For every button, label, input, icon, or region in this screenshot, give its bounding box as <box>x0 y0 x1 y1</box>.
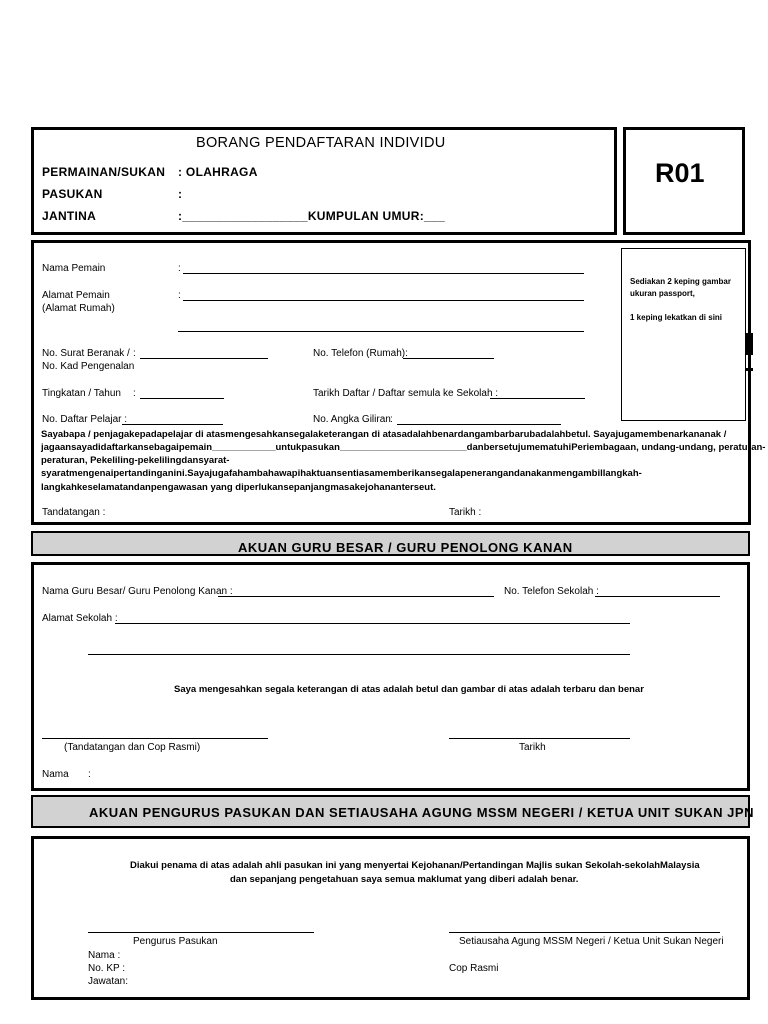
parent-declaration-line: peraturan, Pekeliling-pekelilingdansyarat- <box>41 455 230 466</box>
school-address-label: Alamat Sekolah : <box>42 613 118 624</box>
colon: : <box>133 388 136 399</box>
headmaster-signature-label: (Tandatangan dan Cop Rasmi) <box>64 742 201 753</box>
school-phone-label: No. Telefon Sekolah : <box>504 586 599 597</box>
player-address-field-2[interactable] <box>178 331 584 332</box>
registration-date-field[interactable] <box>490 398 585 399</box>
school-address-field-2[interactable] <box>88 654 630 655</box>
manager-jawatan-label: Jawatan: <box>88 976 129 987</box>
secretary-label: Setiausaha Agung MSSM Negeri / Ketua Unit Sukan Negeri <box>459 936 724 947</box>
photo-instruction: Sediakan 2 keping gambar <box>630 277 731 286</box>
manager-band <box>31 795 754 828</box>
form-code: R01 <box>655 158 705 188</box>
headmaster-band <box>31 531 750 556</box>
level-field[interactable] <box>140 398 224 399</box>
sport-value: : OLAHRAGA <box>178 165 258 179</box>
photo-instruction: ukuran passport, <box>630 289 695 298</box>
headmaster-date-label: Tarikh <box>519 742 546 753</box>
manager-label: Pengurus Pasukan <box>133 936 218 947</box>
manager-nama-label: Nama : <box>88 950 121 961</box>
ic-label: No. Kad Pengenalan <box>42 361 135 372</box>
colon: : <box>178 290 181 301</box>
official-stamp-label: Cop Rasmi <box>449 963 499 974</box>
sport-label: PERMAINAN/SUKAN <box>42 165 166 179</box>
colon: : <box>178 263 181 274</box>
school-phone-field[interactable] <box>595 596 720 597</box>
student-number-field[interactable] <box>122 424 223 425</box>
headmaster-nama-label: Nama <box>42 769 69 780</box>
school-address-field[interactable] <box>115 623 630 624</box>
registration-date-label: Tarikh Daftar / Daftar semula ke Sekolah : <box>313 388 499 399</box>
player-address-label: Alamat Pemain <box>42 290 110 301</box>
player-name-label: Nama Pemain <box>42 263 106 274</box>
manager-declaration: dan sepanjang pengetahuan saya semua maklumat yang diberi adalah benar. <box>230 874 579 885</box>
parent-declaration-line: jagaansayadidaftarkansebagaipemain____________untukpasukan________________________danbersetujumematuhiPeriembagaan, undang-undang, peraturan- <box>41 442 766 453</box>
parent-declaration-line: Sayabapa / penjagakepadapelajar di atasmengesahkansegalaketerangan di atasadalahbenardangambarbarubadalahbetul. Sayajugamembenarkananak / <box>41 429 727 440</box>
parent-declaration-line: langkahkeselamatandanpengawasan yang diperlukansepanjangmasakejohananterseut. <box>41 482 436 493</box>
manager-band-title: AKUAN PENGURUS PASUKAN DAN SETIAUSAHA AGUNG MSSM NEGERI / KETUA UNIT SUKAN JPN <box>89 805 754 820</box>
headmaster-name-field[interactable] <box>218 596 494 597</box>
team-value: : <box>178 187 183 201</box>
colon: : <box>390 414 393 425</box>
manager-signature-line[interactable] <box>88 932 314 933</box>
student-number-label: No. Daftar Pelajar : <box>42 414 128 425</box>
level-label: Tingkatan / Tahun <box>42 388 121 399</box>
manager-declaration: Diakui penama di atas adalah ahli pasukan ini yang menyertai Kejohanan/Pertandingan Majlis sukan Sekolah-sekolahMalaysia <box>130 860 700 871</box>
birth-cert-label: No. Surat Beranak / <box>42 348 130 359</box>
secretary-signature-line[interactable] <box>449 932 720 933</box>
player-address-sublabel: (Alamat Rumah) <box>42 303 115 314</box>
exam-number-label: No. Angka Giliran <box>313 414 391 425</box>
home-phone-field[interactable] <box>403 358 494 359</box>
manager-nokp-label: No. KP : <box>88 963 126 974</box>
headmaster-date-line[interactable] <box>449 738 630 739</box>
photo-instruction: 1 keping lekatkan di sini <box>630 313 723 322</box>
parent-declaration-line: syaratmengenaipertandinganini.Sayajugafahambahawapihaktuansentiasamemberikansegalapenerangandanakanmengambillangkah- <box>41 468 642 479</box>
birth-cert-field[interactable] <box>140 358 268 359</box>
player-address-field[interactable] <box>183 300 584 301</box>
headmaster-signature-line[interactable] <box>42 738 268 739</box>
headmaster-confirmation: Saya mengesahkan segala keterangan di atas adalah betul dan gambar di atas adalah terbaru dan benar <box>174 684 644 695</box>
headmaster-band-title: AKUAN GURU BESAR / GURU PENOLONG KANAN <box>238 540 573 555</box>
home-phone-label: No. Telefon (Rumah): <box>313 348 408 359</box>
parent-date-label: Tarikh : <box>449 507 482 518</box>
player-name-field[interactable] <box>183 273 584 274</box>
form-title: BORANG PENDAFTARAN INDIVIDU <box>196 135 446 151</box>
gender-label: JANTINA <box>42 209 97 223</box>
exam-number-field[interactable] <box>397 424 561 425</box>
passport-photo-box <box>621 248 746 421</box>
headmaster-name-label: Nama Guru Besar/ Guru Penolong Kanan : <box>42 586 233 597</box>
team-label: PASUKAN <box>42 187 103 201</box>
colon: : <box>88 769 91 780</box>
parent-signature-label: Tandatangan : <box>42 507 106 518</box>
gender-age-value: :__________________KUMPULAN UMUR:___ <box>178 209 445 223</box>
colon: : <box>133 348 136 359</box>
